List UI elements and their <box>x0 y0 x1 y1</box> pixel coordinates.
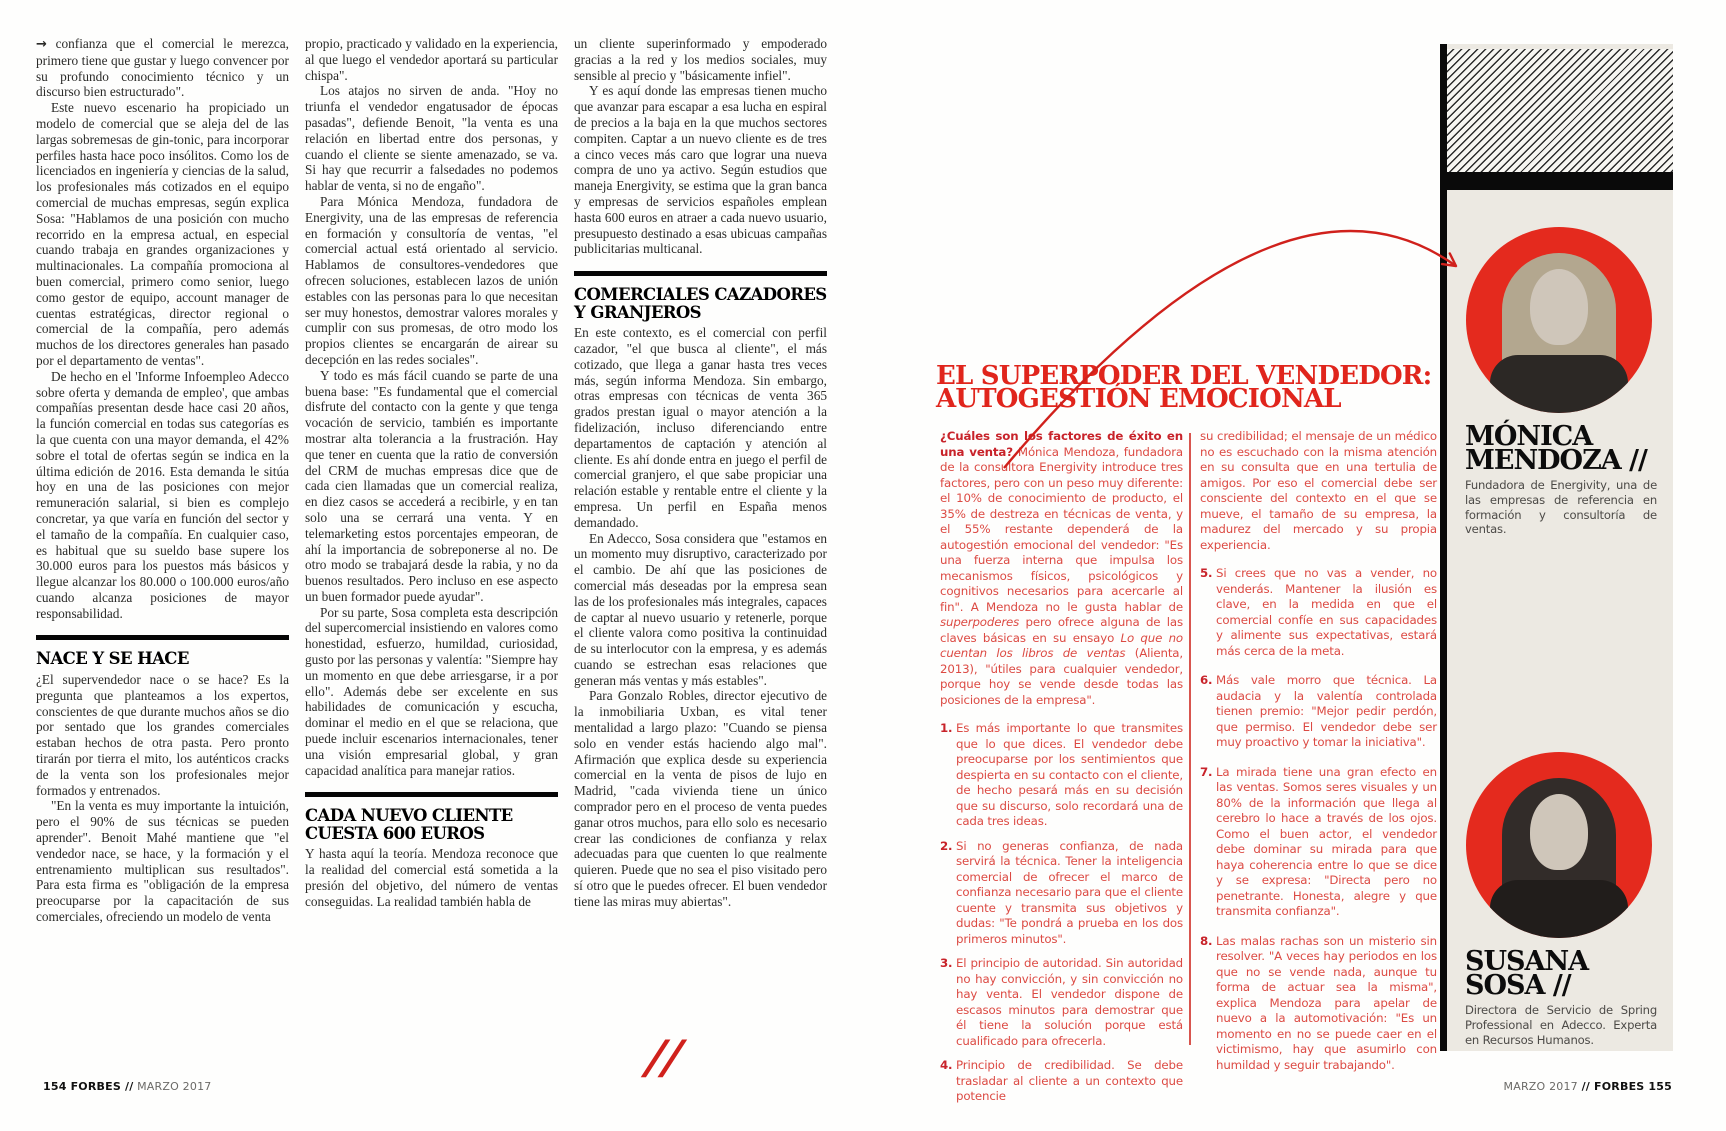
feature-title <box>936 361 1456 414</box>
paragraph: Para Mónica Mendoza, fundadora de Energivity, una de las empresas de referencia en formación y consultoría de ventas, "el comercial actual está orientado al servicio. Hablamos de consultores-vendedores que ofrecen soluciones, establecen lazos de unión estables con las personas para lo que necesitan ser muy honestos, demostrar valores morales y cumplir con sus promesas, de otro modo los propios clientes se encargarán de airear su decepción en las redes sociales". <box>305 193 558 367</box>
susana-sosa-name: SUSANA SOSA // <box>1465 946 1589 1001</box>
paragraph: En Adecco, Sosa considera que "estamos en un momento muy disruptivo, caracterizado por el cambio. De ahí que las posiciones de comercial más deseadas por la empresa sean las de los profesionales más integrales, capaces de captar al nuevo usuario y retenerle, porque el cliente valora como positiva la continuidad de su interlocutor con la empresa, y es además cuando se estrechan esas relaciones que generan más ventas y más estables". <box>574 530 827 688</box>
feature-title-line1: EL SUPERPODER DEL VENDEDOR: <box>936 361 1432 391</box>
section-heading-comerciales-cazadores: COMERCIALES CAZADORES Y GRANJEROS <box>574 285 827 322</box>
item-number: 2. <box>940 838 953 853</box>
sidebar-left-border <box>1440 44 1447 1051</box>
paragraph: Por su parte, Sosa completa esta descripción del supercomercial insistiendo en valores como honestidad, esfuerzo, humildad, curiosidad, gusto por las personas y valentía: "Siempre hay un momento en que debe arriesgarse, ir a por ello". Además debe ser excelente en sus habilidades de comunicación y escucha, dominar el medio en el que se relaciona, que puede incluir escenarios internacionales, tener una visión empresarial global, y gran capacidad analítica para manejar ratios. <box>305 604 558 778</box>
portrait-face <box>1530 269 1588 345</box>
feature-list-item-6 <box>1200 673 1437 751</box>
item-number: 5. <box>1200 566 1213 580</box>
feature-column-divider <box>1189 433 1191 1045</box>
item-text: Principio de credibilidad. Se debe trasladar al cliente a un contexto que potencie <box>956 1058 1183 1103</box>
feature-list-item-2 <box>940 839 1183 948</box>
paragraph <box>36 36 289 100</box>
paragraph: Y todo es más fácil cuando se parte de una buena base: "Es fundamental que el comercial disfrute del contacto con la gente y que tenga vocación de servicio, también es importante mostrar alta tolerancia a la frustración. Hay que tener en cuenta que la ratio de conversión del CRM de muchas empresas dice que de cada cien llamadas que un comercial realiza, en diez casos se accederá a recibirle, y en tan solo una se cerrará una venta. Y en telemarketing estos porcentajes empeoran, de ahí la importancia de sobreponerse al no. De otro modo se trabajará desde la rabia, y no da buenos resultados. Pero incluso en ese aspecto un buen formador puede ayudar". <box>305 367 558 604</box>
item-number: 3. <box>940 956 953 970</box>
item-number: 4. <box>940 1058 953 1072</box>
item-number: 8. <box>1200 933 1213 948</box>
feature-list-item-5 <box>1200 566 1437 659</box>
item-text: Si crees que no vas a vender, no venderás. Mantener la ilusión es clave, en la medida en que el comercial confíe en sus capacidades y alimente sus expectativas, estará más cerca de la meta. <box>1216 566 1437 658</box>
feature-list-item-1 <box>940 721 1183 830</box>
feature-column-right <box>1200 429 1437 1087</box>
feature-list-item-3 <box>940 956 1183 1049</box>
monica-mendoza-bio: Fundadora de Energivity, una de las empresas de referencia en formación y consultoría de ventas. <box>1465 478 1657 537</box>
paragraph-text: confianza que el comercial le merezca, primero tiene que gustar y luego convencer por su profundo conocimiento técnico y un discurso bien estructurado". <box>36 36 289 100</box>
paragraph: Los atajos no sirven de anda. "Hoy no triunfa el vendedor engatusador de épocas pasadas", defiende Benoit, "la venta es una relación en libertad entre dos personas, y cuando el cliente se siente amenazado, se va. Si hay que recurrir a falsedades no podemos hablar de venta, si no de engaño". <box>305 83 558 194</box>
item-text: Más vale morro que técnica. La audacia y la valentía controlada tienen premio: "Mejor pedir perdón, que permiso. El vendedor debe ser muy proactivo y tomar la iniciativa". <box>1216 673 1437 749</box>
page-footer-left: 154 FORBES // MARZO 2017 <box>43 1080 212 1093</box>
article-column-1 <box>36 36 289 925</box>
paragraph: Y hasta aquí la teoría. Mendoza reconoce que la realidad del comercial está sometida a la presión del objetivo, del número de ventas conseguidas. La realidad también habla de <box>305 846 558 909</box>
item-text: El principio de autoridad. Sin autoridad no hay convicción, y sin convicción no hay venta. El vendedor dispone de escasos minutos para demostrar que él tiene la solución porque está cualificado para ofrecerla. <box>956 956 1183 1048</box>
paragraph: propio, practicado y validado en la experiencia, al que luego el vendedor aportará su particular chispa". <box>305 36 558 83</box>
item-text: Es más importante lo que transmites que lo que dices. El vendedor debe preocuparse por los sentimientos que despierta en su contacto con el cliente, de hecho pesará más en su decisión que su discurso, solo recordará una de cada tres ideas. <box>956 721 1183 828</box>
item-text: Si no generas confianza, de nada servirá la técnica. Tener la inteligencia comercial de ofrecer el marco de confianza necesario para que el cliente cuente y transmita sus objetivos y dudas: "Te pondrá a prueba en los dos primeros minutos". <box>956 838 1183 946</box>
portrait-shoulders <box>1490 880 1628 938</box>
feature-list-item-8 <box>1200 934 1437 1074</box>
section-divider-bar <box>574 271 827 276</box>
page-footer-right: MARZO 2017 // FORBES 155 <box>1503 1080 1672 1093</box>
continuation-arrow-icon: → <box>36 37 47 52</box>
feature-intro-question: ¿Cuáles son los factores de éxito en una venta? <box>940 429 1183 459</box>
feature-column-left <box>940 429 1183 1114</box>
contributors-sidebar <box>1447 44 1673 1051</box>
feature-list-item-7 <box>1200 765 1437 920</box>
monica-mendoza-name: MÓNICA MENDOZA // <box>1465 421 1647 476</box>
sidebar-black-bar <box>1447 172 1673 190</box>
paragraph: un cliente superinformado y empoderado gracias a la red y los medios sociales, muy sensible al precio y "básicamente infiel". <box>574 36 827 83</box>
portrait-shoulders <box>1490 355 1628 413</box>
paragraph: Para Gonzalo Robles, director ejecutivo de la inmobiliaria Uxban, es vital tener mentalidad a largo plazo: "Cuando se piensa solo en vender estás haciendo algo mal". Afirmación que explica desde su experiencia comercial en la venta de pisos de lujo en Madrid, "cada vivienda tiene un único comprador pero en el proceso de venta puedes ganar otros muchos, para ello solo es necesario crear las condiciones de confianza y relax adecuadas para que cuenten lo que realmente quieren. Puede que no sea el piso visitado pero sí otro que le puedes ofrecer. El buen vendedor tiene las miras muy abiertas". <box>574 688 827 909</box>
feature-list-item-4 <box>940 1058 1183 1105</box>
footer-page-number: 154 FORBES // <box>43 1080 134 1093</box>
footer-page-number: // FORBES 155 <box>1581 1080 1672 1093</box>
article-end-slashes-icon: // <box>644 1030 686 1084</box>
item-text: La mirada tiene una gran efecto en las ventas. Somos seres visuales y un 80% de la información que llega al cerebro lo hace a través de los ojos. Como el buen actor, el vendedor debe dominar su mirada para que haya coherencia entre lo que se dice y se expresa: "Directa pero no penetrante. Honesta, alegre y que transmita confianza". <box>1216 764 1437 918</box>
item-text: Las malas rachas son un misterio sin resolver. "A veces hay periodos en los que no se vende nada, aunque tu forma de actuar sea la misma", explica Mendoza para apelar de nuevo a la automotivación: "Es un momento en no se puede caer en el victimismo, hay que asumirlo con humildad y seguir trabajando". <box>1216 933 1437 1072</box>
item-number: 7. <box>1200 764 1213 779</box>
susana-sosa-bio: Directora de Servicio de Spring Professional en Adecco. Experta en Recursos Humanos. <box>1465 1003 1657 1047</box>
paragraph: En este contexto, es el comercial con perfil cazador, "el que busca al cliente", el más cotizado, que llega a ganar hasta tres veces más, según informa Mendoza. Sin embargo, otras empresas con técnicas de venta 365 grados prestan igual o mayor atención a la fidelización, incluso diferenciando entre departamentos de captación y atención al cliente. Es ahí donde entra en juego el perfil de comercial granjero, el que sabe propiciar una relación estable y rentable entre el cliente y la empresa. Un perfil en España menos demandado. <box>574 325 827 530</box>
item-number: 1. <box>940 721 953 735</box>
paragraph: "En la venta es muy importante la intuición, pero el 90% de sus técnicas se pueden aprender". Benoit Mahé mantiene que "el vendedor nace, se hace, y la formación y el entrenamiento multiplican sus resultados". Para esta firma es "obligación de la empresa preocuparse por la capacitación de sus comerciales, ofreciendo un modelo de venta <box>36 798 289 924</box>
article-column-3 <box>574 36 827 910</box>
susana-sosa-photo <box>1466 752 1652 938</box>
paragraph: Y es aquí donde las empresas tienen mucho que avanzar para escapar a esa lucha en espiral de precios a la baja en la que muchos sectores compiten. Captar a un nuevo cliente es de tres a cinco veces más caro que lograr una nueva compra de uno ya activo. Según estudios que maneja Energivity, se estima que la gran banca y empresas de servicios españoles emplean hasta 600 euros en atraer a cada nuevo usuario, presupuesto destinado a esas ubicuas campañas publicitarias multicanal. <box>574 83 827 257</box>
section-divider-bar <box>36 635 289 640</box>
section-heading-cada-nuevo-cliente: CADA NUEVO CLIENTE CUESTA 600 EUROS <box>305 806 513 843</box>
paragraph: Este nuevo escenario ha propiciado un modelo de comercial que se aleja del de las largas sobremesas de gin-tonic, para incorporar perfiles hasta hace poco insólitos. Como los de licenciados en ingeniería y ciencias de la salud, los profesionales más cotizados en el equipo comercial de muchas empresas, según explica Sosa: "Hablamos de una posición con mucho recorrido en la empresa actual, en especial cuando trabaja en grandes organizaciones y multinacionales. La compañía promociona al buen comercial, primero como senior, luego como gestor de equipo, account manager de cuentas estratégicas, director regional o comercial de la compañía, pero además muchos de los directores generales han pasado por el departamento de ventas". <box>36 100 289 368</box>
article-column-2 <box>305 36 558 910</box>
portrait-face <box>1530 794 1588 870</box>
monica-mendoza-photo <box>1466 227 1652 413</box>
paragraph: ¿El supervendedor nace o se hace? Es la pregunta que planteamos a los expertos, conscientes de que durante muchos años se dio por sentado que los grandes comerciales estaban hechos de otra pasta. Pero pronto tirarán por tierra el mito, los auténticos cracks de la venta son los profesionales mejor formados y entrenados. <box>36 671 289 798</box>
feature-title-line2: AUTOGESTIÓN EMOCIONAL <box>936 384 1341 414</box>
item-number: 6. <box>1200 673 1213 687</box>
feature-intro: ¿Cuáles son los factores de éxito en una venta? Mónica Mendoza, fundadora de la consultora Energivity introduce tres factores, pero con un peso muy diferente: el 10% de conocimiento de producto, el 35% de destreza en técnicas de venta, y el 55% restante dependerá de la autogestión emocional del vendedor: "Es una fuerza interna que impulsa los mecanismos físicos, psicológicos y cognitivos necesarios para acercarle al fin". A Mendoza no le gusta hablar de superpoderes pero ofrece alguna de las claves básicas en su ensayo Lo que no cuentan los libros de ventas (Alienta, 2013), "útiles para cualquier vendedor, porque hoy se vende desde todas las posiciones de la empresa". <box>940 429 1183 707</box>
feature-item4-continuation: su credibilidad; el mensaje de un médico no es escuchado con la misma atención en su consulta que en una tertulia de amigos. Por eso el comercial debe ser consciente del contexto en el que se mueve, el tamaño de su empresa, la madurez del mercado y su propia experiencia. <box>1200 429 1437 552</box>
section-heading-nace-y-se-hace: NACE Y SE HACE <box>36 649 189 669</box>
paragraph: De hecho en el 'Informe Infoempleo Adecco sobre oferta y demanda de empleo', que ambas compañías presentan desde hace casi 20 años, la función comercial en todas sus categorías es la que cuenta con una mayor demanda, el 42% sobre el total de ofertas según se indica en la última edición de 2016. Esta demanda le sitúa hoy en una de las posiciones con mejor remuneración salarial, si bien es complejo concretar, ya que varía en función del sector y el tamaño de la compañía. En cualquier caso, es habitual que su sueldo base supere los 30.000 euros para los puestos más básicos y llegue alcanzar los 80.000 o 100.000 euros/año cuando alcanza posiciones de mayor responsabilidad. <box>36 368 289 621</box>
diagonal-stripes-pattern <box>1447 49 1673 172</box>
section-divider-bar <box>305 792 558 797</box>
